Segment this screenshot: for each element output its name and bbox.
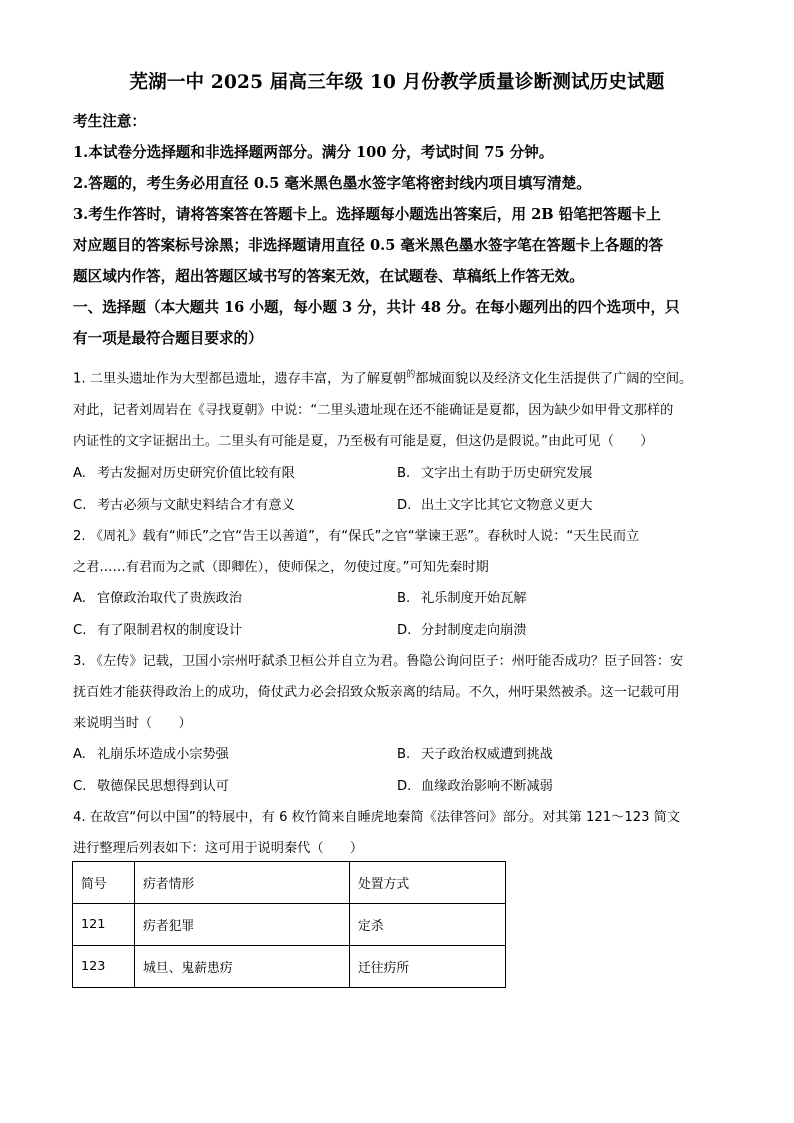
exam-title: 芜湖一中 2025 届高三年级 10 月份教学质量诊断测试历史试题 bbox=[129, 72, 665, 93]
table-cell: 疠者犯罪 bbox=[135, 904, 350, 946]
table-cell: 迁往疠所 bbox=[350, 946, 506, 988]
table-cell: 123 bbox=[73, 946, 135, 988]
notice-line: 1.本试卷分选择题和非选择题两部分。满分 100 分，考试时间 75 分钟。 bbox=[73, 144, 554, 161]
table-cell: 定杀 bbox=[350, 904, 506, 946]
question-1-stem: 内证性的文字证据出土。二里头有可能是夏，乃至极有可能是夏，但这仍是假说。”由此可见（ ） bbox=[73, 434, 654, 449]
question-2-stem: 2. 《周礼》载有“师氏”之官“告王以善道”，有“保氏”之官“掌谏王恶”。春秋时人说：“天生民而立 bbox=[73, 529, 640, 544]
table-header-cell: 简号 bbox=[73, 862, 135, 904]
question-1-superscript: 的 bbox=[406, 370, 416, 380]
question-3-option-d[interactable]: D. 血缘政治影响不断减弱 bbox=[397, 779, 553, 794]
section-heading: 一、选择题（本大题共 16 小题，每小题 3 分，共计 48 分。在每小题列出的四个选项中，只 bbox=[73, 299, 680, 316]
notice-line: 2.答题的，考生务必用直径 0.5 毫米黑色墨水签字笔将密封线内项目填写清楚。 bbox=[73, 175, 591, 192]
notice-line: 对应题目的答案标号涂黑；非选择题请用直径 0.5 毫米黑色墨水签字笔在答题卡上各题的答 bbox=[73, 237, 664, 254]
question-1-stem bbox=[73, 367, 692, 386]
question-1-option-d[interactable]: D. 出土文字比其它文物意义更大 bbox=[397, 498, 593, 513]
question-3-option-a[interactable]: A. 礼崩乐坏造成小宗势强 bbox=[73, 747, 229, 762]
question-2-option-b[interactable]: B. 礼乐制度开始瓦解 bbox=[397, 591, 527, 606]
question-4-stem: 进行整理后列表如下：这可用于说明秦代（ ） bbox=[73, 841, 364, 856]
question-2-option-c[interactable]: C. 有了限制君权的制度设计 bbox=[73, 623, 243, 638]
question-3-stem: 3. 《左传》记载，卫国小宗州吁弑杀卫桓公并自立为君。鲁隐公询问臣子：州吁能否成功？臣子回答：安 bbox=[73, 654, 684, 669]
table-row bbox=[73, 946, 506, 988]
notice-heading: 考生注意： bbox=[73, 113, 146, 130]
table-header-row bbox=[73, 862, 506, 904]
question-1-option-a[interactable]: A. 考古发掘对历史研究价值比较有限 bbox=[73, 466, 295, 481]
notice-line: 3.考生作答时，请将答案答在答题卡上。选择题每小题选出答案后，用 2B 铅笔把答题卡上 bbox=[73, 206, 661, 223]
question-4-stem: 4. 在故宫“何以中国”的特展中，有 6 枚竹简来自睡虎地秦简《法律答问》部分。对其第 121～123 简文 bbox=[73, 810, 681, 825]
notice-line: 题区域内作答，超出答题区域书写的答案无效，在试题卷、草稿纸上作答无效。 bbox=[73, 268, 584, 285]
table-cell: 城旦、鬼薪患疠 bbox=[135, 946, 350, 988]
question-2-option-d[interactable]: D. 分封制度走向崩溃 bbox=[397, 623, 527, 638]
question-2-stem: 之君……有君而为之贰（即卿佐），使师保之，勿使过度。”可知先秦时期 bbox=[73, 560, 489, 575]
question-2-option-a[interactable]: A. 官僚政治取代了贵族政治 bbox=[73, 591, 243, 606]
question-4-table bbox=[72, 861, 506, 988]
question-1-stem-end: 都城面貌以及经济文化生活提供了广阔的空间。 bbox=[415, 371, 693, 387]
question-3-option-b[interactable]: B. 天子政治权威遭到挑战 bbox=[397, 747, 553, 762]
question-3-stem: 来说明当时（ ） bbox=[73, 716, 192, 731]
table-row bbox=[73, 904, 506, 946]
question-1-option-c[interactable]: C. 考古必须与文献史料结合才有意义 bbox=[73, 498, 295, 513]
question-3-option-c[interactable]: C. 敬德保民思想得到认可 bbox=[73, 779, 229, 794]
question-1-option-b[interactable]: B. 文字出土有助于历史研究发展 bbox=[397, 466, 593, 481]
question-1-stem: 对此，记者刘周岩在《寻找夏朝》中说：“二里头遗址现在还不能确证是夏都，因为缺少如甲骨文那样的 bbox=[73, 403, 674, 418]
table-cell: 121 bbox=[73, 904, 135, 946]
question-3-stem: 抚百姓才能获得政治上的成功，倚仗武力必会招致众叛亲离的结局。不久，州吁果然被杀。这一记载可用 bbox=[73, 685, 680, 700]
section-heading: 有一项是最符合题目要求的） bbox=[73, 330, 263, 347]
table-header-cell: 疠者情形 bbox=[135, 862, 350, 904]
question-1-stem-start: 1. 二里头遗址作为大型都邑遗址，遗存丰富，为了解夏朝 bbox=[73, 371, 407, 387]
table-header-cell: 处置方式 bbox=[350, 862, 506, 904]
